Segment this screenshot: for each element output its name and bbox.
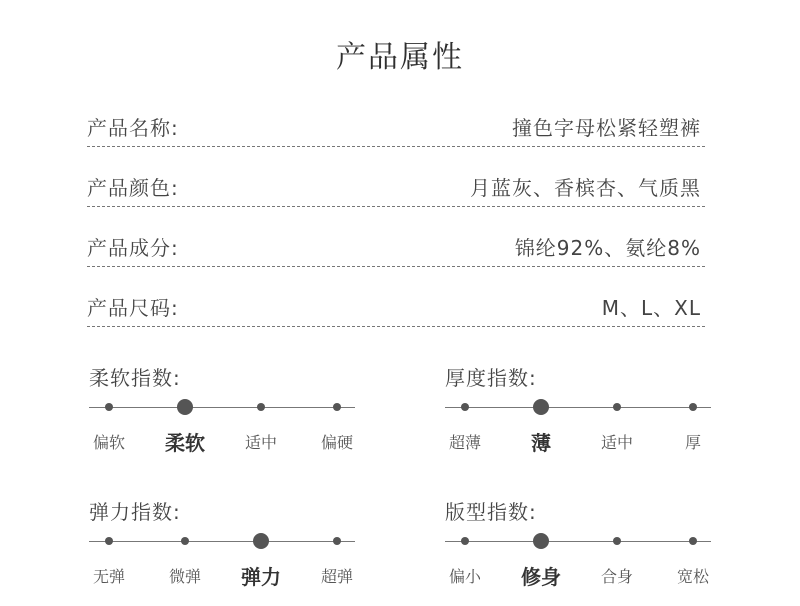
scale-option: 适中 bbox=[600, 433, 634, 452]
scale-marker bbox=[333, 537, 341, 545]
scale-marker bbox=[461, 403, 469, 411]
scale-label: 弹力指数: bbox=[89, 500, 181, 524]
scale-label: 柔软指数: bbox=[89, 366, 181, 390]
attribute-label: 产品尺码: bbox=[87, 296, 179, 320]
attribute-value: M、L、XL bbox=[601, 296, 701, 320]
scale-option: 宽松 bbox=[676, 567, 710, 586]
scale-track bbox=[89, 541, 355, 542]
scale-option: 偏小 bbox=[448, 567, 482, 586]
scale-marker bbox=[333, 403, 341, 411]
scale-marker bbox=[613, 537, 621, 545]
scale-thickness bbox=[445, 362, 715, 472]
dashed-divider bbox=[87, 266, 705, 267]
attribute-label: 产品颜色: bbox=[87, 176, 179, 200]
scale-selected-marker bbox=[533, 399, 549, 415]
attribute-value: 月蓝灰、香槟杏、气质黑 bbox=[470, 176, 701, 200]
scale-option: 厚 bbox=[684, 433, 702, 452]
attribute-label: 产品名称: bbox=[87, 116, 179, 140]
attribute-label: 产品成分: bbox=[87, 236, 179, 260]
dashed-divider bbox=[87, 146, 705, 147]
scale-option: 偏软 bbox=[92, 433, 126, 452]
scale-track bbox=[445, 541, 711, 542]
scale-label: 版型指数: bbox=[445, 500, 537, 524]
scale-elasticity bbox=[89, 496, 359, 606]
attribute-row-material bbox=[87, 232, 705, 282]
scale-option: 超薄 bbox=[448, 433, 482, 452]
scale-selected-marker bbox=[533, 533, 549, 549]
scale-option: 柔软 bbox=[165, 431, 205, 455]
scale-marker bbox=[105, 403, 113, 411]
scale-option: 微弹 bbox=[168, 567, 202, 586]
page-title: 产品属性 bbox=[336, 40, 464, 75]
attribute-value: 撞色字母松紧轻塑裤 bbox=[512, 116, 701, 140]
scale-marker bbox=[689, 537, 697, 545]
scale-selected-marker bbox=[253, 533, 269, 549]
scale-option: 偏硬 bbox=[320, 433, 354, 452]
attribute-value: 锦纶92%、氨纶8% bbox=[514, 236, 701, 260]
scale-label: 厚度指数: bbox=[445, 366, 537, 390]
dashed-divider bbox=[87, 326, 705, 327]
scale-marker bbox=[257, 403, 265, 411]
scale-marker bbox=[181, 537, 189, 545]
scale-option: 薄 bbox=[531, 431, 551, 455]
scale-softness bbox=[89, 362, 359, 472]
attribute-row-size bbox=[87, 292, 705, 342]
scale-option: 超弹 bbox=[320, 567, 354, 586]
scale-marker bbox=[689, 403, 697, 411]
scale-marker bbox=[105, 537, 113, 545]
scale-marker bbox=[461, 537, 469, 545]
dashed-divider bbox=[87, 206, 705, 207]
scale-marker bbox=[613, 403, 621, 411]
scale-track bbox=[445, 407, 711, 408]
attribute-row-name bbox=[87, 112, 705, 162]
scale-option: 修身 bbox=[521, 565, 561, 589]
scale-track bbox=[89, 407, 355, 408]
scale-fit bbox=[445, 496, 715, 606]
scale-option: 适中 bbox=[244, 433, 278, 452]
attribute-row-color bbox=[87, 172, 705, 222]
scale-option: 无弹 bbox=[92, 567, 126, 586]
scale-option: 弹力 bbox=[241, 565, 281, 589]
scale-option: 合身 bbox=[600, 567, 634, 586]
scale-selected-marker bbox=[177, 399, 193, 415]
